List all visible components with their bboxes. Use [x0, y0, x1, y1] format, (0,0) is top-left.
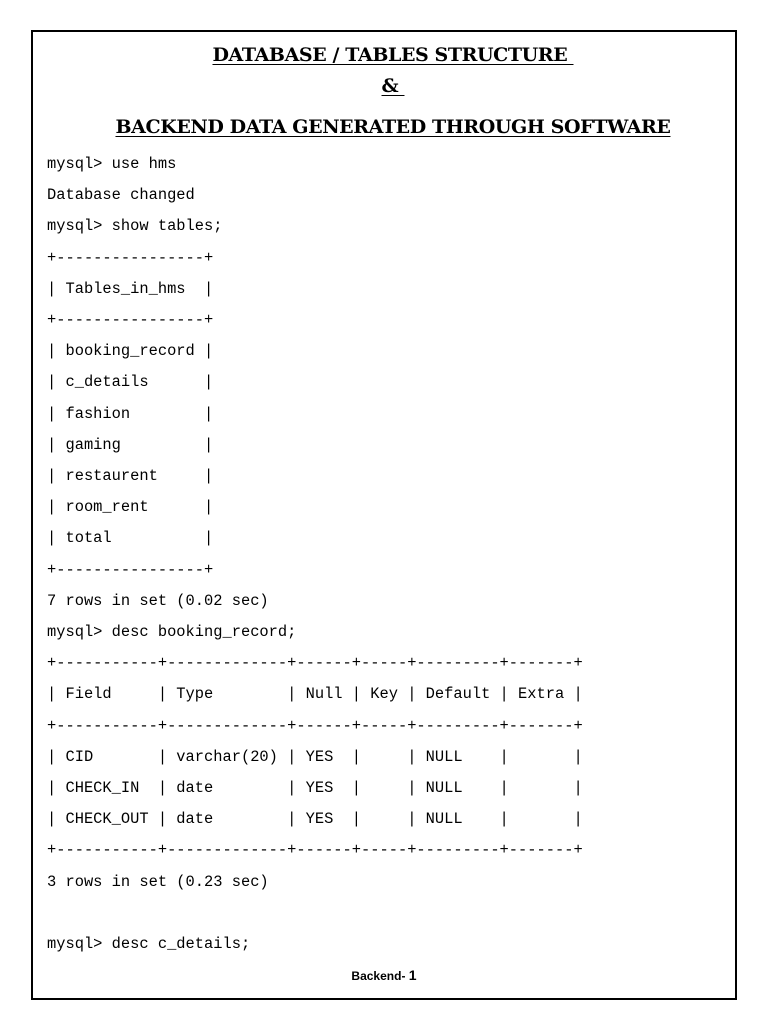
terminal-line: +----------------+	[47, 311, 214, 329]
terminal-line: | gaming |	[47, 435, 214, 454]
terminal-line: Database changed	[47, 186, 195, 205]
terminal-line: | CID | varchar(20) | YES | | NULL | |	[47, 747, 583, 766]
terminal-line: +-----------+-------------+------+-----+---------+-------+	[47, 841, 583, 860]
terminal-line: mysql> show tables;	[47, 217, 223, 236]
title-ampersand: &	[381, 75, 405, 97]
footer-label: Backend-	[351, 969, 409, 983]
terminal-line: mysql> desc booking_record;	[47, 623, 297, 641]
page-footer	[0, 967, 768, 985]
terminal-line: mysql> use hms	[47, 155, 177, 173]
terminal-line: | Tables_in_hms |	[47, 279, 214, 298]
terminal-line: | fashion |	[47, 404, 214, 423]
terminal-line: | CHECK_IN | date | YES | | NULL | |	[47, 779, 583, 797]
terminal-line: | restaurent |	[47, 467, 214, 485]
terminal-line: +----------------+	[47, 560, 214, 579]
terminal-line: +-----------+-------------+------+-----+---------+-------+	[47, 654, 583, 673]
terminal-line: | booking_record |	[47, 342, 214, 361]
terminal-line: | CHECK_OUT | date | YES | | NULL | |	[47, 810, 583, 829]
terminal-line: 7 rows in set (0.02 sec)	[47, 591, 269, 610]
terminal-line: | c_details |	[47, 373, 214, 392]
title-line-1: DATABASE / TABLES STRUCTURE	[212, 44, 574, 66]
page-number: 1	[408, 967, 417, 983]
title-line-2: BACKEND DATA GENERATED THROUGH SOFTWARE	[115, 116, 671, 138]
terminal-line: 3 rows in set (0.23 sec)	[47, 872, 269, 891]
terminal-line: | total |	[47, 529, 214, 548]
terminal-line: mysql> desc c_details;	[47, 935, 251, 953]
terminal-line: | Field | Type | Null | Key | Default | Extra |	[47, 685, 583, 704]
terminal-line: +----------------+	[47, 248, 214, 267]
terminal-line: +-----------+-------------+------+-----+---------+-------+	[47, 716, 583, 735]
terminal-line: | room_rent |	[47, 498, 214, 517]
